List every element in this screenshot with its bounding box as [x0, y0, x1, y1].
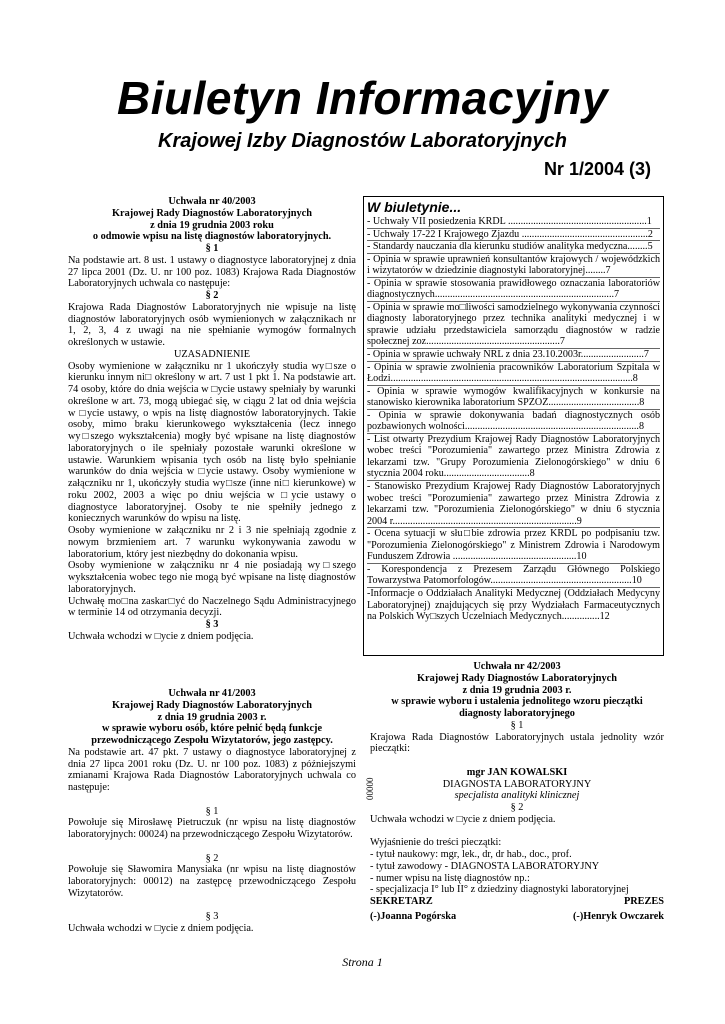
toc-item: - Opinia w sprawie uchwały NRL z dnia 23.10.2003r.........................7: [367, 349, 660, 362]
explanation-item: - tytuł naukowy: mgr, lek., dr, dr hab., doc., prof.: [370, 849, 572, 860]
section-mark: § 2: [205, 290, 219, 301]
paragraph: Krajowa Rada Diagnostów Laboratoryjnych nie wpisuje na listę diagnostów laboratoryjnych osób wymienionych w załącznikach nr 1, 2, 3, 4 z uwagi na nie spełnianie wymogów formalnych określonych w ustawie.: [68, 301, 356, 348]
resolution-41-subject: w sprawie wyboru osób, które pełnić będą funkcje: [101, 723, 323, 735]
signature-names: [370, 911, 664, 923]
justification-heading: UZASADNIENIE: [173, 348, 251, 360]
resolution-42-subject-2: diagnosty laboratoryjnego: [459, 708, 575, 719]
section-mark: § 2: [510, 802, 524, 813]
stamp-specialization: specjalista analityki klinicznej: [454, 790, 580, 802]
explanation-item: - tytuł zawodowy - DIAGNOSTA LABORATORYJNY: [370, 860, 600, 872]
explanation-item: - numer wpisu na listę diagnostów np.:: [370, 872, 530, 884]
resolution-42-body: Krajowej Rady Diagnostów Laboratoryjnych: [417, 672, 617, 684]
stamp-name: mgr JAN KOWALSKI: [466, 766, 568, 778]
toc-heading: W biuletynie...: [367, 199, 462, 215]
resolution-40-date: z dnia 19 grudnia 2003 roku: [150, 219, 274, 231]
paragraph: Powołuje się Mirosławę Pietruczuk (nr wpisu na listę diagnostów laboratoryjnych: 00024) na przewodniczącego Zespołu Wizytatorów.: [68, 817, 356, 840]
resolution-42-date: z dnia 19 grudnia 2003 r.: [462, 684, 572, 696]
table-of-contents: [363, 196, 664, 656]
section-mark: § 2: [205, 852, 219, 864]
paragraph: Uchwała wchodzi w □ycie z dniem podjęcia.: [68, 630, 254, 642]
paragraph: Osoby wymienione w załączniku nr 1 ukończyły studia wy□sze o kierunku innym ni□ określony w art. 7 ust 1 pkt 1. Na podstawie art. 74 osoby, które do dnia wejścia w □ycie ustawy spełniały by warunki określone w art. 73, mogą ubiegać się, w ciągu 2 lat od dnia wejścia w □ycie ustawy, o wpis na listę diagnostów laboratoryjnych. Takie osoby, mimo braku kierunkowego wykształcenia (lecz innego wy□szego wykształcenia) mogły być wpisane na listę diagnostów laboratoryjnych o ile spełniały pozostałe warunki określone w ustawie. Warunkiem wpisania tych osób na listę było spełnianie warunków do dnia wejścia w □ycie ustawy. Osoby wymienione w załączniku nr 1, ukończyły studia wy□sze (inne ni□ kierunkowe) w roku 2002, 2003 a więc po dniu wejścia w □ycie ustawy o diagnostyce laboratoryjnej. Osoby te nie spełniły jednego z koniecznych warunków do wpisu na listę.: [68, 360, 356, 525]
toc-list: [367, 216, 660, 623]
section-mark: § 1: [205, 243, 219, 254]
signature-titles: [370, 896, 664, 908]
paragraph: Na podstawie art. 8 ust. 1 ustawy o diagnostyce laboratoryjnej z dnia 27 lipca 2001 (Dz. U. nr 100 poz. 1083) Krajowa Rada Diagnostów Laboratoryjnych uchwala co następuje:: [68, 254, 356, 290]
section-mark: § 3: [205, 911, 219, 923]
president-name: (-)Henryk Owczarek: [572, 910, 664, 922]
toc-item: - List otwarty Prezydium Krajowej Rady Diagnostów Laboratoryjnych wobec treści "Porozumienia" zawartego przez Ministra Zdrowia z lekarzami tzw. "Grupy Porozumienia Zielonogórskiego" w dniu 6 stycznia 2004 roku..................................8: [367, 433, 660, 480]
resolution-41-number: Uchwała nr 41/2003: [168, 688, 256, 699]
resolution-41-body: Krajowej Rady Diagnostów Laboratoryjnych: [112, 699, 312, 711]
toc-item: - Opinia w sprawie wymogów kwalifikacyjnych w konkursie na stanowisko kierownika laboratorium SPZOZ....................................8: [367, 385, 660, 409]
toc-item: - Ocena sytuacji w słu□bie zdrowia przez KRDL po podpisaniu tzw. "Porozumienia Zielonogórskiego" z Ministrem Zdrowia i Narodowym Funduszem Zdrowia .................................................10: [367, 528, 660, 563]
toc-item: - Opinia w sprawie uprawnień konsultantów krajowych / wojewódzkich i wizytatorów w dziedzinie diagnostyki laboratoryjnej........7: [367, 253, 660, 277]
toc-item: - Stanowisko Prezydium Krajowej Rady Diagnostów Laboratoryjnych wobec treści "Porozumienia" zawartego przez Ministra Zdrowia z lekarzami tzw. "Porozumienia Zielonogórskiego" w dniu 6 stycznia 2004 r.........................................................................9: [367, 481, 660, 527]
toc-item: - Uchwały 17-22 I Krajowego Zjazdu ..................................................2: [367, 229, 660, 242]
paragraph: Uchwała wchodzi w □ycie z dniem podjęcia.: [68, 923, 254, 934]
toc-item: - Opinia w sprawie mo□liwości samodzielnego wykonywania czynności diagnosty laboratoryjnego przez technika analityki medycznej i w sprawie udziału przedstawiciela samorządu diagnostów w radzie społecznej zoz.....................................................7: [367, 301, 660, 348]
issue-number: Nr 1/2004 (3): [543, 159, 651, 179]
page-footer: Strona 1: [342, 955, 383, 969]
section-mark: § 3: [205, 619, 219, 630]
resolution-40: [68, 196, 356, 643]
toc-item: - Uchwały VII posiedzenia KRDL .......................................................1: [367, 216, 660, 229]
resolution-40-subject: o odmowie wpisu na listę diagnostów laboratoryjnych.: [92, 231, 332, 243]
resolution-41: [68, 688, 356, 935]
masthead-title: Biuletyn Informacyjny: [116, 72, 609, 124]
resolution-42-number: Uchwała nr 42/2003: [473, 661, 561, 672]
paragraph: Powołuje się Sławomira Manysiaka (nr wpisu na listę diagnostów laboratoryjnych: 00012) na zastępcę przewodniczącego Zespołu Wizytatorów.: [68, 864, 356, 899]
stamp-title: DIAGNOSTA LABORATORYJNY: [442, 778, 592, 790]
resolution-41-subject-2: przewodniczącego Zespołu Wizytatorów, jego zastępcy.: [91, 735, 333, 746]
toc-item: - Korespondencja z Prezesem Zarządu Głównego Polskiego Towarzystwa Patomorfologów........................................................10: [367, 563, 660, 587]
masthead-subtitle: Krajowej Izby Diagnostów Laboratoryjnych: [158, 130, 567, 152]
section-mark: § 1: [205, 805, 219, 817]
toc-item: -Informacje o Oddziałach Analityki Medycznej (Oddziałach Medycyny Laboratoryjnej) znajdujących się przy Wydziałach Farmaceutycznych na Polskich Wy□szych Uczelniach Medycznych...............12: [367, 587, 660, 623]
toc-item: - Standardy nauczania dla kierunku studiów analityka medyczna........5: [367, 241, 660, 254]
paragraph: Osoby wymienione w załączniku nr 2 i 3 nie spełniają zgodnie z nowym brzmieniem art. 7 warunku wykonywania zawodu w laboratorium, który jest niezbędny do dokonania wpisu.: [68, 525, 356, 560]
paragraph: Krajowa Rada Diagnostów Laboratoryjnych ustala jednolity wzór pieczątki:: [370, 731, 664, 755]
resolution-41-date: z dnia 19 grudnia 2003 r.: [157, 711, 267, 723]
paragraph: Na podstawie art. 47 pkt. 7 ustawy o diagnostyce laboratoryjnej z dnia 27 lipca 2001 roku (Dz. U. nr 100 poz. 1083) z późniejszymi zmianami Krajowa Rada Diagnostów Laboratoryjnych uchwala co następuje:: [68, 746, 356, 793]
toc-item: - Opinia w sprawie zwolnienia pracowników Laboratorium Szpitala w Łodzi................................................................................................8: [367, 361, 660, 385]
president-label: PREZES: [623, 896, 664, 907]
explanation-heading: Wyjaśnienie do treści pieczątki:: [370, 837, 502, 849]
toc-item: - Opinia w sprawie dokonywania badań diagnostycznych osób pozbawionych wolności.....................................................................8: [367, 409, 660, 433]
explanation-item: - specjalizacja I° lub II° z dziedziny diagnostyki laboratoryjnej: [370, 884, 629, 896]
stamp-number: 00000: [365, 777, 375, 800]
toc-item: - Opinia w sprawie stosowania prawidłowego oznaczania laboratoriów diagnostycznych.......................................................................7: [367, 277, 660, 301]
section-mark: § 1: [510, 719, 524, 731]
resolution-40-number: Uchwała nr 40/2003: [168, 196, 256, 207]
paragraph: Uchwałę mo□na zaskar□yć do Naczelnego Sądu Administracyjnego w terminie 14 od otrzymania decyzji.: [68, 595, 356, 619]
resolution-42: [370, 661, 664, 923]
resolution-40-body: Krajowej Rady Diagnostów Laboratoryjnych: [112, 207, 312, 219]
secretary-label: SEKRETARZ: [370, 896, 433, 907]
secretary-name: (-)Joanna Pogórska: [370, 910, 457, 922]
resolution-42-subject: w sprawie wyboru i ustalenia jednolitego wzoru pieczątki: [391, 696, 643, 708]
paragraph: Osoby wymienione w załączniku nr 4 nie posiadają wy□szego wykształcenia wobec tego nie mogą być wpisane na listę diagnostów laboratoryjnych.: [68, 560, 356, 595]
paragraph: Uchwała wchodzi w □ycie z dniem podjęcia.: [370, 813, 556, 825]
